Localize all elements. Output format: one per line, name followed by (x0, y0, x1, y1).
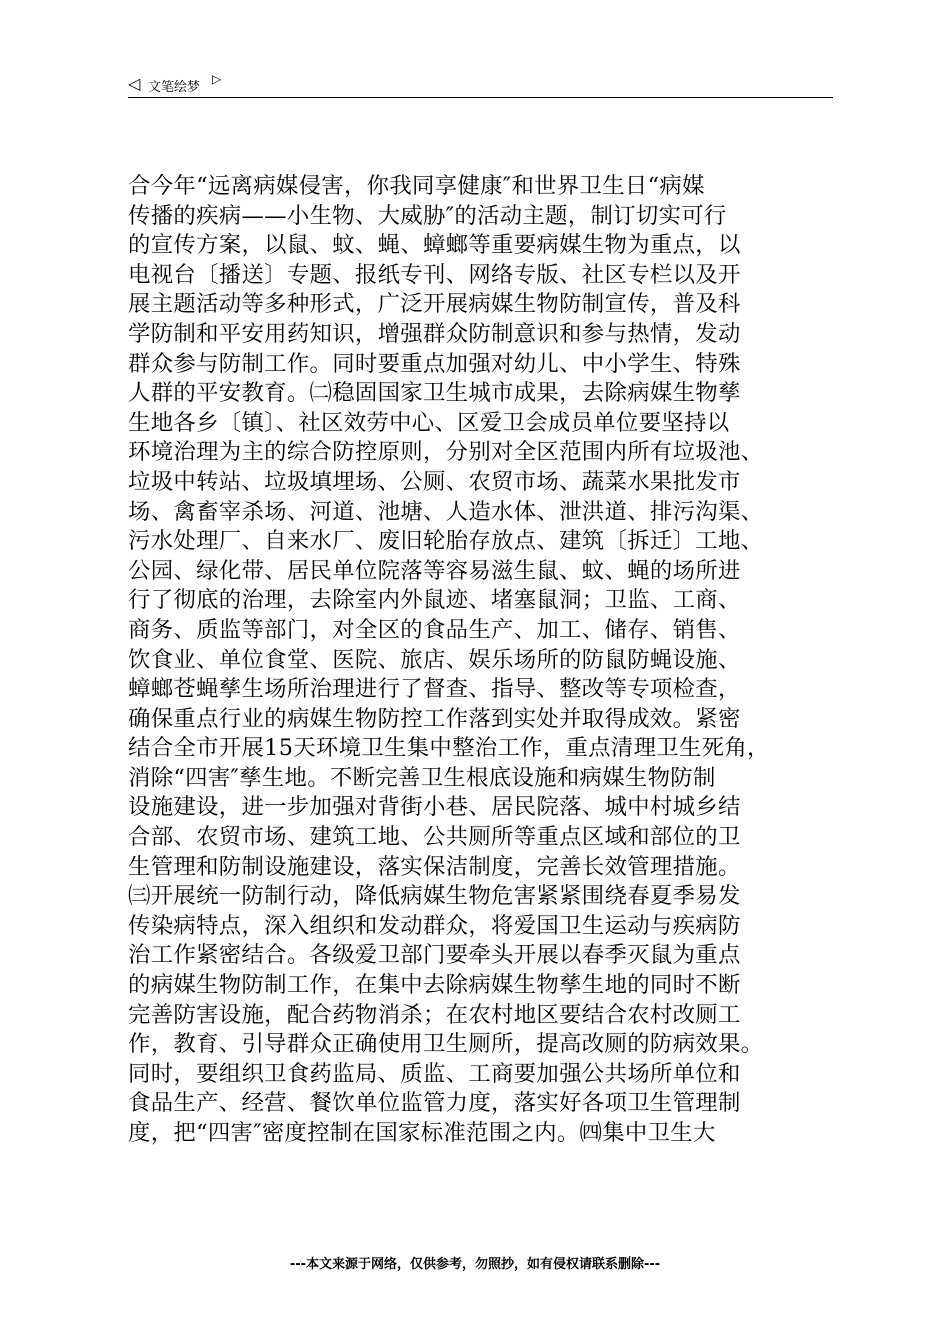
body-line: 合部、农贸市场、建筑工地、公共厕所等重点区域和部位的卫 (128, 824, 741, 851)
body-line: 蟑螂苍蝇孳生场所治理进行了督查、指导、整改等专项检查， (128, 676, 741, 703)
body-line: 生地各乡〔镇〕、社区效劳中心、区爱卫会成员单位要坚持以 (128, 409, 730, 436)
left-triangle-icon: ◁ (128, 74, 141, 93)
document-body (128, 172, 848, 1149)
body-line: ㈢开展统一防制行动，降低病媒生物危害紧紧围绕春夏季易发 (128, 883, 741, 910)
body-line: 饮食业、单位食堂、医院、旅店、娱乐场所的防鼠防蝇设施、 (128, 646, 741, 673)
body-line: 同时，要组织卫食药监局、质监、工商要加强公共场所单位和 (128, 1060, 741, 1087)
body-line: 传染病特点，深入组织和发动群众，将爱国卫生运动与疾病防 (128, 912, 741, 939)
body-line: 学防制和平安用药知识，增强群众防制意识和参与热情，发动 (128, 320, 741, 347)
body-line: 治工作紧密结合。各级爱卫部门要牵头开展以春季灭鼠为重点 (128, 942, 741, 969)
body-line: 的病媒生物防制工作，在集中去除病媒生物孳生地的同时不断 (128, 972, 741, 999)
body-line: 作，教育、引导群众正确使用卫生厕所，提高改厕的防病效果。 (128, 1031, 764, 1058)
body-line: 场、禽畜宰杀场、河道、池塘、人造水体、泄洪道、排污沟渠、 (128, 498, 764, 525)
body-line: 设施建设，进一步加强对背街小巷、居民院落、城中村城乡结 (128, 794, 741, 821)
body-line: 环境治理为主的综合防控原则，分别对全区范围内所有垃圾池、 (128, 439, 764, 466)
body-line: 垃圾中转站、垃圾填埋场、公厕、农贸市场、蔬菜水果批发市 (128, 468, 741, 495)
body-line: 结合全市开展15天环境卫生集中整治工作，重点清理卫生死角， (128, 735, 770, 762)
body-line: 人群的平安教育。㈡稳固国家卫生城市成果，去除病媒生物孳 (128, 380, 741, 407)
page-footer: ---本文来源于网络，仅供参考，勿照抄，如有侵权请联系删除--- (289, 1257, 661, 1272)
body-line: 群众参与防制工作。同时要重点加强对幼儿、中小学生、特殊 (128, 350, 741, 377)
body-line: 消除“四害″孳生地。不断完善卫生根底设施和病媒生物防制 (128, 764, 716, 791)
body-line: 的宣传方案，以鼠、蚊、蝇、蟑螂等重要病媒生物为重点，以 (128, 232, 741, 259)
body-line: 污水处理厂、自来水厂、废旧轮胎存放点、建筑〔拆迁〕工地、 (128, 528, 764, 555)
body-line: 食品生产、经营、餐饮单位监管力度，落实好各项卫生管理制 (128, 1090, 741, 1117)
body-line: 展主题活动等多种形式，广泛开展病媒生物防制宣传，普及科 (128, 291, 741, 318)
body-line: 生管理和防制设施建设，落实保洁制度，完善长效管理措施。 (128, 853, 741, 880)
body-line: 传播的疾病——小生物、大威胁″的活动主题，制订切实可行 (128, 202, 727, 229)
body-line: 合今年“远离病媒侵害，你我同享健康″和世界卫生日“病媒 (128, 173, 705, 199)
body-line: 商务、质监等部门，对全区的食品生产、加工、储存、销售、 (128, 616, 741, 643)
page-header (128, 70, 833, 98)
body-line: 确保重点行业的病媒生物防控工作落到实处并取得成效。紧密 (128, 705, 741, 732)
body-line: 公园、绿化带、居民单位院落等容易滋生鼠、蚊、蝇的场所进 (128, 557, 741, 584)
right-triangle-icon: ▷ (212, 72, 222, 86)
body-line: 电视台〔播送〕专题、报纸专刊、网络专版、社区专栏以及开 (128, 261, 741, 288)
header-title: 文笔绘梦 (148, 80, 201, 95)
body-line: 度，把“四害″密度控制在国家标准范围之内。㈣集中卫生大 (128, 1120, 716, 1146)
body-line: 完善防害设施，配合药物消杀；在农村地区要结合农村改厕工 (128, 1001, 741, 1028)
body-line: 行了彻底的治理，去除室内外鼠迹、堵塞鼠洞；卫监、工商、 (128, 587, 741, 614)
header-divider (128, 97, 833, 98)
